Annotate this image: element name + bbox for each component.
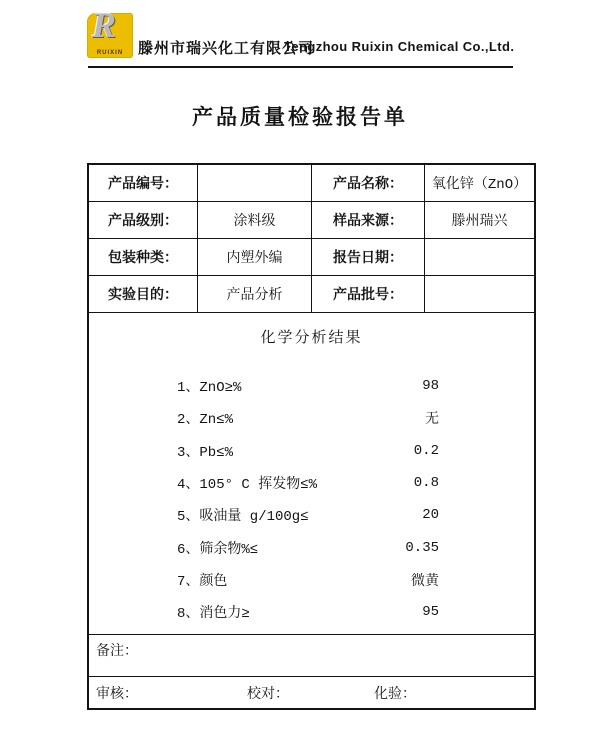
logo-r-letter-icon: R xyxy=(92,5,117,45)
packaging-type-value: 内塑外编 xyxy=(198,239,312,275)
remarks-label: 备注： xyxy=(96,644,138,659)
analysis-item-label: 3、Pb≤% xyxy=(177,444,234,461)
analysis-item-oil-absorption xyxy=(89,499,534,531)
analysis-item-label: 4、105° C 挥发物≤% xyxy=(177,477,318,494)
tester-label: 化验： xyxy=(374,686,416,702)
sample-source-value: 滕州瑞兴 xyxy=(451,214,508,230)
analysis-item-label: 5、吸油量 g/100g≤ xyxy=(177,509,309,526)
analysis-item-tinting-strength xyxy=(89,596,534,628)
analysis-item-value: 98 xyxy=(422,378,439,395)
logo-brand-text: RUIXIN xyxy=(96,50,124,56)
company-logo xyxy=(87,5,133,58)
test-purpose-label: 实验目的： xyxy=(89,276,198,312)
batch-number-value xyxy=(425,276,534,312)
proofreader-label: 校对： xyxy=(247,686,289,702)
analysis-item-label: 2、Zn≤% xyxy=(177,412,234,429)
analysis-item-value: 0.35 xyxy=(405,539,439,556)
analysis-item-zno xyxy=(89,370,534,402)
page-title: 产品质量检验报告单 xyxy=(192,106,408,129)
analysis-item-pb xyxy=(89,435,534,467)
report-table xyxy=(87,163,536,710)
analysis-item-sieve-residue xyxy=(89,531,534,563)
table-row xyxy=(89,202,534,239)
sample-source-label: 样品来源： xyxy=(312,202,425,238)
product-code-label: 产品编号： xyxy=(89,165,198,201)
analysis-item-list xyxy=(89,370,534,628)
product-code-value xyxy=(198,165,312,201)
analysis-item-label: 6、筛余物%≤ xyxy=(177,541,259,558)
company-name-english: Tengzhou Ruixin Chemical Co.,Ltd. xyxy=(284,39,515,54)
analysis-item-value: 0.8 xyxy=(413,475,439,492)
reviewer-label: 审核： xyxy=(96,686,138,702)
header-divider xyxy=(88,66,513,68)
product-name-value: 氧化锌（ZnO） xyxy=(431,177,528,193)
company-name-chinese: 滕州市瑞兴化工有限公司 xyxy=(138,41,315,57)
report-date-label: 报告日期： xyxy=(312,239,425,275)
product-grade-value: 涂料级 xyxy=(198,202,312,238)
batch-number-label: 产品批号： xyxy=(312,276,425,312)
test-purpose-value: 产品分析 xyxy=(198,276,312,312)
chemical-analysis-section xyxy=(89,313,534,635)
analysis-item-value: 微黄 xyxy=(411,573,439,590)
analysis-item-label: 1、ZnO≥% xyxy=(177,380,242,397)
analysis-item-label: 8、消色力≥ xyxy=(177,606,250,623)
table-row xyxy=(89,239,534,276)
analysis-item-value: 95 xyxy=(422,604,439,621)
product-grade-label: 产品级别： xyxy=(89,202,198,238)
packaging-type-label: 包装种类： xyxy=(89,239,198,275)
analysis-item-volatiles xyxy=(89,467,534,499)
analysis-item-value: 无 xyxy=(425,412,439,429)
report-date-value xyxy=(425,239,534,275)
signature-row xyxy=(89,677,534,708)
table-row xyxy=(89,165,534,202)
table-row xyxy=(89,276,534,313)
analysis-item-label: 7、颜色 xyxy=(177,573,228,590)
analysis-item-value: 20 xyxy=(422,507,439,524)
analysis-item-color xyxy=(89,564,534,596)
analysis-section-title: 化学分析结果 xyxy=(260,330,363,346)
product-name-label: 产品名称： xyxy=(312,165,425,201)
analysis-item-value: 0.2 xyxy=(413,442,439,459)
analysis-item-zn xyxy=(89,402,534,434)
remarks-row xyxy=(89,635,534,677)
